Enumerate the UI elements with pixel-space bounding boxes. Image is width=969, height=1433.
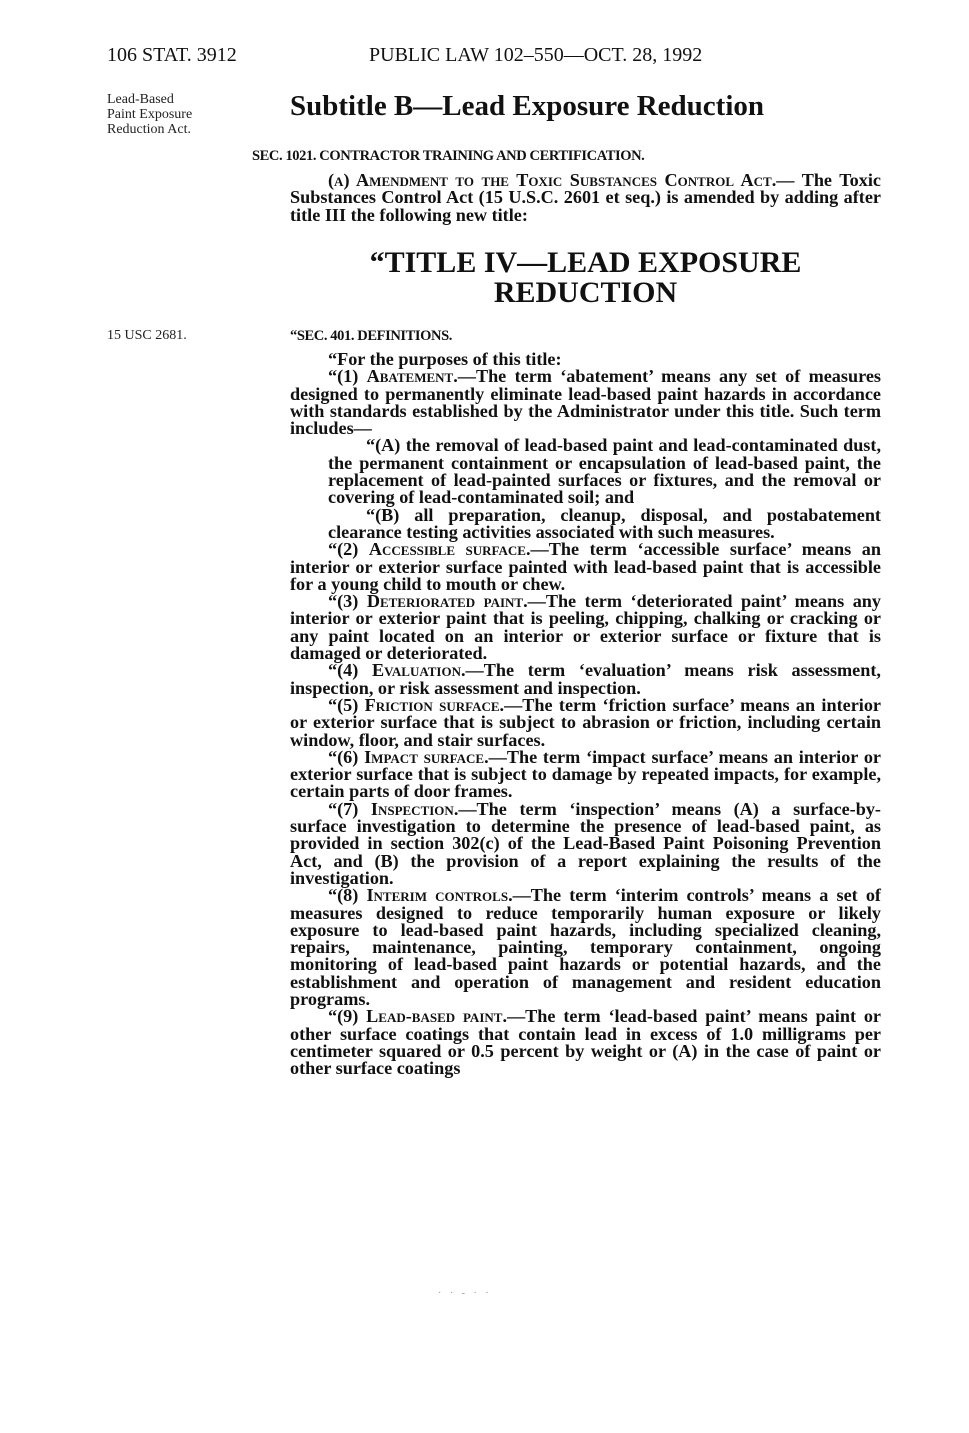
public-law-header: PUBLIC LAW 102–550—OCT. 28, 1992 [369,44,703,66]
margin-note-line: Reduction Act. [107,122,191,137]
definition-text: .—The term ‘abatement’ means any set of measures designed to permanently eliminate lead-based paint hazards in accordance with standards established by the Administrator under this title. Such term includes— [290,366,881,439]
definition-number: “(5) [328,694,365,715]
definition-term: Accessible surface [368,539,526,560]
definitions-intro: “For the purposes of this title: [328,349,562,369]
stat-page-number: 106 STAT. 3912 [107,44,237,66]
definition-number: “(9) [328,1006,367,1027]
definition-term: Deteriorated paint [366,591,524,612]
definition-term: Evaluation [372,660,461,681]
definition-term: Friction surface [364,694,500,715]
margin-note-line: Lead-Based [107,92,174,107]
definition-number: “(4) [328,660,373,681]
amendment-lead: (a) Amendment to the Toxic Substances Control Act.— [328,170,795,190]
definition-paragraph [290,887,881,1008]
definition-number: “(7) [328,798,371,819]
definitions-body [290,351,881,1077]
definition-paragraph [290,798,881,888]
definition-paragraph [290,694,881,750]
definition-term: Impact surface [364,746,485,767]
definition-paragraph [290,1008,881,1077]
definition-term: Lead-based paint [366,1006,503,1027]
definition-number: “(6) [328,746,365,767]
definition-text: .—The term ‘deteriorated paint’ means any interior or exterior paint that is peeling, chipping, chalking or cracking or any paint located on an interior or exterior surface or fixture that is damaged or deteriorated. [290,591,882,664]
definition-paragraph [290,593,881,662]
definition-term: Interim controls [366,885,509,906]
definition-text: .—The term ‘impact surface’ means an interior or exterior surface that is subject to damage by repeated impacts, for example, certain parts of door frames. [290,746,882,802]
definition-text: “(B) all preparation, cleanup, disposal, and postabatement clearance testing activities associated with such measures. [328,504,881,542]
definition-paragraph [290,746,882,802]
title-iv-heading [290,248,881,308]
definition-number: “(8) [328,885,367,906]
title-iv-line1: “TITLE IV—LEAD EXPOSURE [369,246,802,279]
definition-text: .—The term ‘lead-based paint’ means paint or other surface coatings that contain lead in excess of 1.0 milligrams per centimeter squared or 0.5 percent by weight or (A) in the case of paint or other surface coatings [290,1006,881,1079]
definition-text: .—The term ‘accessible surface’ means an interior or exterior surface painted with lead-based paint that is accessible for a young child to mouth or chew. [290,539,881,594]
section-1021-heading: SEC. 1021. CONTRACTOR TRAINING AND CERTIFICATION. [252,148,645,164]
page-header [107,44,807,74]
definition-text: “(A) the removal of lead-based paint and lead-contaminated dust, the permanent containment or encapsulation of lead-based paint, the replacement of lead-painted surfaces or fixtures, and the removal or covering of lead-contaminated soil; and [328,435,881,508]
definition-paragraph [290,541,881,593]
definition-term: Inspection [370,798,454,819]
amendment-text: The Toxic Substances Control Act (15 U.S.C. 2601 et seq.) is amended by adding after title III the following new title: [290,170,881,225]
definition-paragraph [290,368,881,437]
margin-note-act-name [107,92,247,137]
definition-text: .—The term ‘inspection’ means (A) a surface-by-surface investigation to determine the presence of lead-based paint, as provided in section 302(c) of the Lead-Based Paint Poisoning Prevention Act, and (B) the provision of a report explaining the results of the investigation. [290,798,881,888]
amendment-paragraph [290,172,881,224]
margin-note-usc: 15 USC 2681. [107,328,187,343]
definition-number: “(3) [328,591,367,612]
definition-number: “(1) [328,366,367,387]
section-401-heading: “SEC. 401. DEFINITIONS. [290,328,453,344]
definition-paragraph [290,662,881,697]
definition-number: “(2) [328,539,369,560]
definition-text: .—The term ‘interim controls’ means a set of measures designed to reduce temporarily human exposure or likely exposure to lead-based paint hazards, including specialized cleaning, repairs, maintenance, painting, temporary containment, ongoing monitoring of lead-based paint hazards or potential hazards, and the establishment and operation of management and resident education programs. [290,885,881,1009]
subtitle-heading: Subtitle B—Lead Exposure Reduction [290,90,765,122]
title-iv-line2: REDUCTION [493,276,678,309]
definition-term: Abatement [366,366,454,387]
margin-note-line: Paint Exposure [107,107,193,122]
definition-text: .—The term ‘evaluation’ means risk assessment, inspection, or risk assessment and inspection. [290,660,881,698]
definition-text: .—The term ‘friction surface’ means an interior or exterior surface that is subject to abrasion or friction, including certain window, floor, and stair surfaces. [290,694,881,750]
scan-artifact: · · - · · [438,1288,492,1299]
definition-subparagraph [328,437,881,506]
definition-subparagraph [328,504,881,542]
